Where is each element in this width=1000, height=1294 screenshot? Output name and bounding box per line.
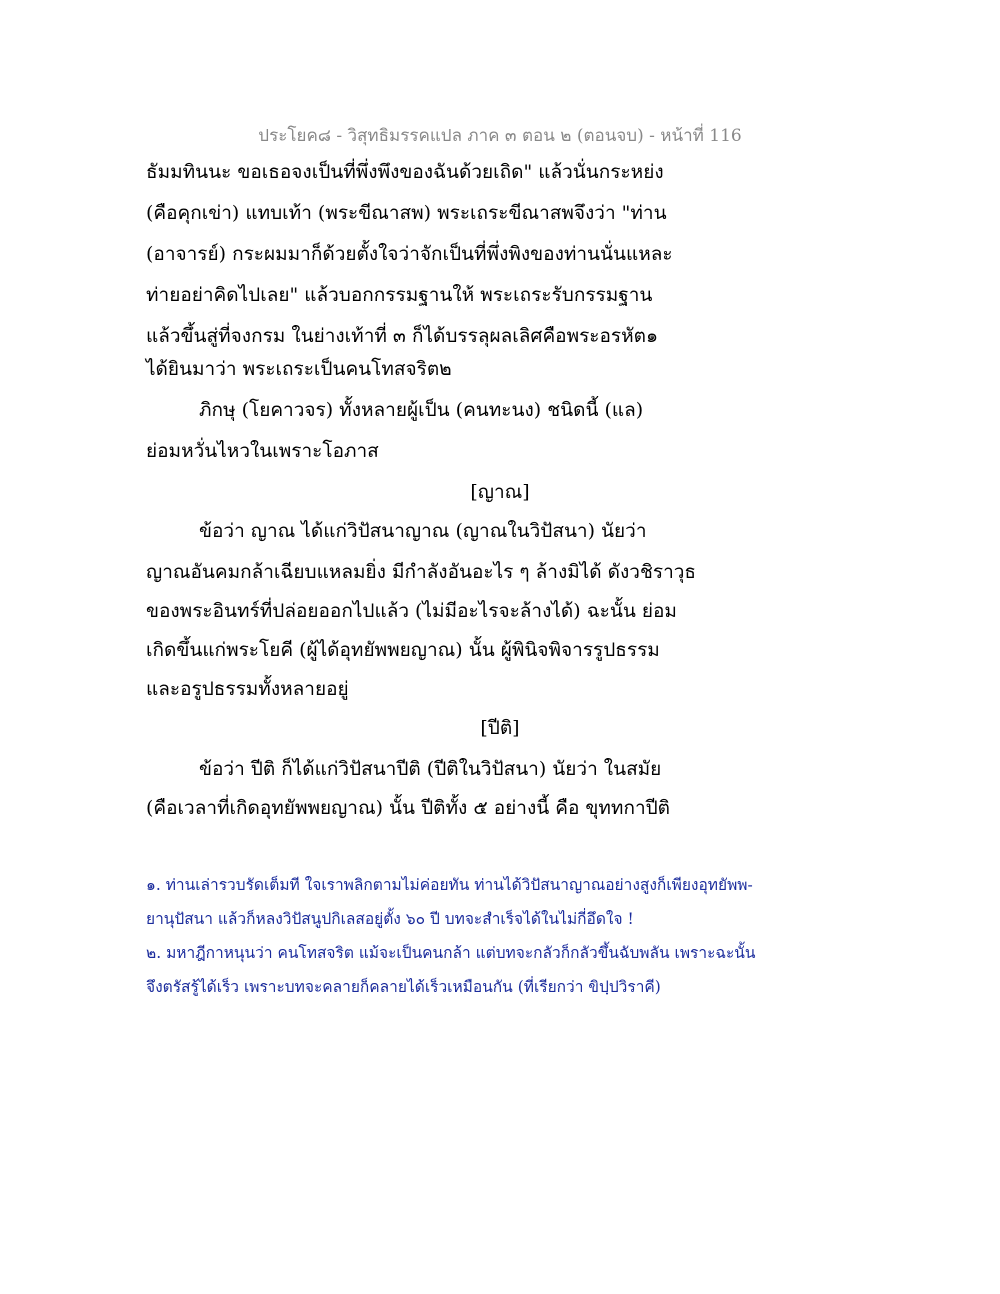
body-line-13: เกิดขึ้นแก่พระโยคี (ผู้ได้อุทยัพพยญาณ) นั้น ผู้พินิจพิจารรูปธรรม [146, 639, 660, 661]
body-line-16: ข้อว่า ปีติ ก็ได้แก่วิปัสนาปีติ (ปีติในวิปัสนา) นัยว่า ในสมัย [199, 758, 662, 780]
body-line-4: ท่ายอย่าคิดไปเลย" แล้วบอกกรรมฐานให้ พระเถระรับกรรมฐาน [146, 284, 653, 306]
body-line-1: ธัมมทินนะ ขอเธอจงเป็นที่พึ่งพึงของฉันด้วยเถิด" แล้วนั่นกระหย่ง [146, 161, 664, 183]
body-line-5: แล้วขึ้นสู่ที่จงกรม ในย่างเท้าที่ ๓ ก็ได้บรรลุผลเลิศคือพระอรหัต๑ [146, 325, 659, 347]
body-line-8: ย่อมหวั่นไหวในเพราะโอภาส [146, 440, 379, 462]
body-line-3: (อาจารย์) กระผมมาก็ด้วยตั้งใจว่าจักเป็นที่พึ่งพิงของท่านนั่นแหละ [146, 243, 673, 265]
body-line-17: (คือเวลาที่เกิดอุทยัพพยญาณ) นั้น ปีติทั้ง ๕ อย่างนี้ คือ ขุททกาปีติ [146, 797, 671, 819]
body-line-12: ของพระอินทร์ที่ปล่อยออกไปแล้ว (ไม่มีอะไรจะล้างได้) ฉะนั้น ย่อม [146, 600, 677, 622]
footnote-1-line-2: ยานุปัสนา แล้วก็หลงวิปัสนูปกิเลสอยู่ตั้ง ๖๐ ปี บทจะสำเร็จได้ในไม่กี่อึดใจ ! [146, 910, 634, 928]
page-header: ประโยค๘ - วิสุทธิมรรคแปล ภาค ๓ ตอน ๒ (ตอนจบ) - หน้าที่ 116 [258, 126, 742, 146]
footnote-2-line-1: ๒. มหาฎีกาหนุนว่า คนโทสจริต แม้จะเป็นคนกล้า แต่บทจะกลัวก็กลัวขึ้นฉับพลัน เพราะฉะนั้น [146, 944, 756, 962]
section-heading-nana: [ญาณ] [470, 481, 530, 503]
section-heading-piti: [ปีติ] [480, 717, 520, 739]
footnote-2-line-2: จึงตรัสรู้ได้เร็ว เพราะบทจะคลายก็คลายได้เร็วเหมือนกัน (ที่เรียกว่า ขิปฺปวิราคี) [146, 978, 661, 996]
body-line-2: (คือคุกเข่า) แทบเท้า (พระขีณาสพ) พระเถระขีณาสพจึงว่า "ท่าน [146, 202, 667, 224]
body-line-6: ได้ยินมาว่า พระเถระเป็นคนโทสจริต๒ [146, 358, 452, 380]
footnote-1-line-1: ๑. ท่านเล่ารวบรัดเต็มที ใจเราพลิกตามไม่ค่อยทัน ท่านได้วิปัสนาญาณอย่างสูงก็เพียงอุทยัพพ- [146, 876, 753, 894]
body-line-14: และอรูปธรรมทั้งหลายอยู่ [146, 678, 349, 700]
body-line-11: ญาณอันคมกล้าเฉียบแหลมยิ่ง มีกำลังอันอะไร ๆ ล้างมิได้ ดังวชิราวุธ [146, 561, 696, 583]
body-line-10: ข้อว่า ญาณ ได้แก่วิปัสนาญาณ (ญาณในวิปัสนา) นัยว่า [199, 520, 647, 542]
body-line-7: ภิกษุ (โยคาวจร) ทั้งหลายผู้เป็น (คนทะนง) ชนิดนี้ (แล) [199, 399, 644, 421]
